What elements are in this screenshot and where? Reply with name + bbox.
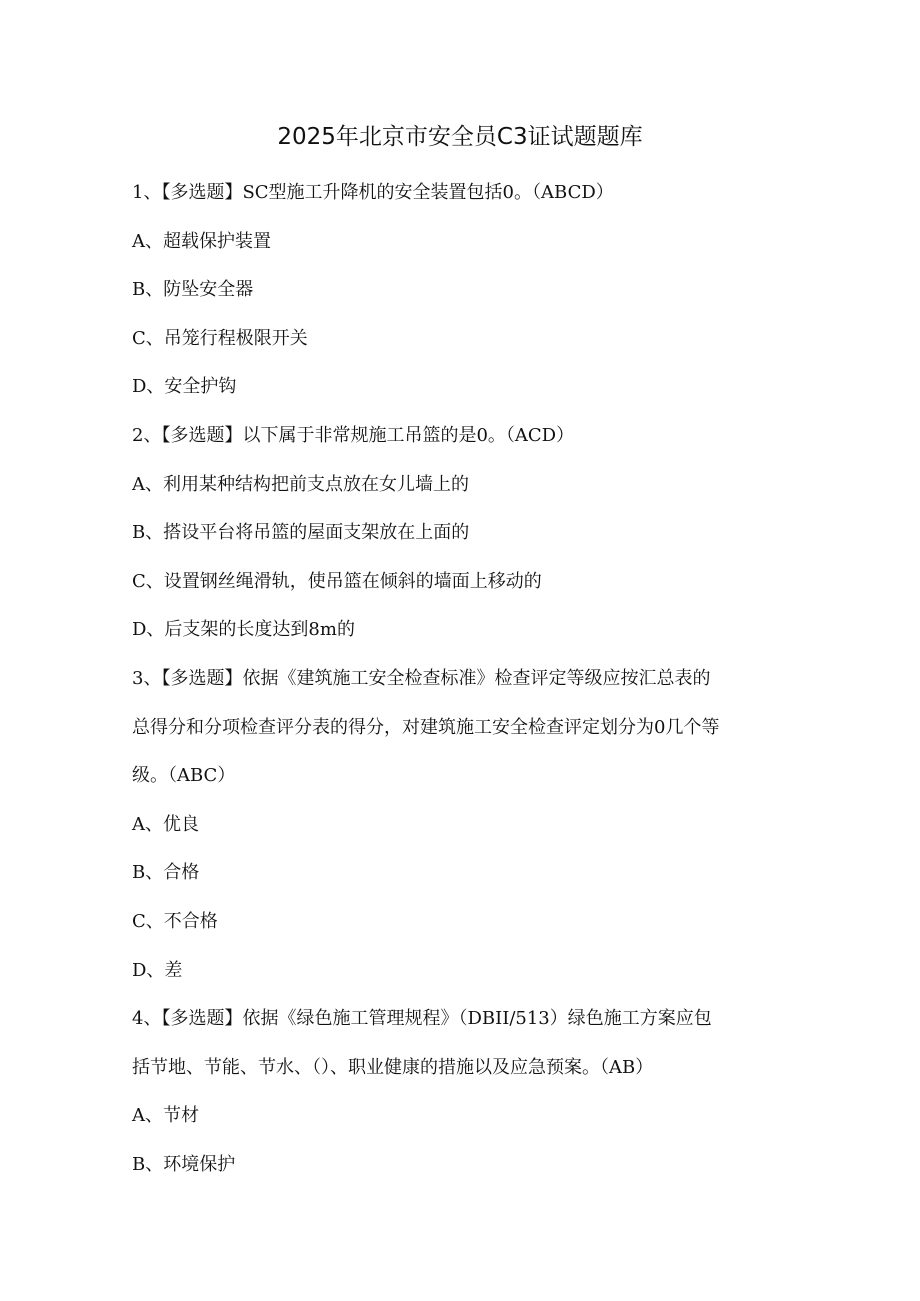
option-c: C、不合格	[132, 910, 218, 932]
option-d: D、后支架的长度达到8m的	[132, 619, 355, 641]
option-a: A、利用某种结构把前支点放在女儿墙上的	[132, 473, 469, 495]
option-d: D、安全护钩	[132, 376, 237, 398]
option-b: B、防坠安全器	[132, 279, 254, 301]
question-4	[132, 995, 792, 1189]
document-title: 2025年北京市安全员C3证试题题库	[277, 124, 643, 150]
question-stem-line-2: 总得分和分项检查评分表的得分，对建筑施工安全检查评定划分为0几个等	[132, 716, 720, 738]
option-c: C、吊笼行程极限开关	[132, 327, 308, 349]
option-c: C、设置钢丝绳滑轨，使吊篮在倾斜的墙面上移动的	[132, 570, 542, 592]
option-b: B、搭设平台将吊篮的屋面支架放在上面的	[132, 522, 470, 544]
option-a: A、超载保护装置	[132, 230, 271, 252]
question-3	[132, 655, 792, 995]
question-list	[132, 169, 792, 1189]
question-stem: 2、【多选题】以下属于非常规施工吊篮的是0。（ACD）	[132, 424, 575, 446]
question-stem: 1、【多选题】SC型施工升降机的安全装置包括0。（ABCD）	[132, 182, 614, 203]
question-2	[132, 412, 792, 655]
question-stem-line-3: 级。（ABC）	[132, 765, 236, 787]
question-stem-line-2: 括节地、节能、节水、（）、职业健康的措施以及应急预案。（AB）	[132, 1056, 654, 1078]
option-b: B、环境保护	[132, 1153, 236, 1175]
option-b: B、合格	[132, 862, 200, 884]
option-d: D、差	[132, 959, 183, 981]
question-stem-line-1: 4、【多选题】依据《绿色施工管理规程》（DBII/513）绿色施工方案应包	[132, 1008, 712, 1030]
question-1	[132, 169, 792, 412]
option-a: A、节材	[132, 1105, 199, 1127]
option-a: A、优良	[132, 813, 199, 835]
question-stem-line-1: 3、【多选题】依据《建筑施工安全检查标准》检查评定等级应按汇总表的	[132, 667, 711, 689]
